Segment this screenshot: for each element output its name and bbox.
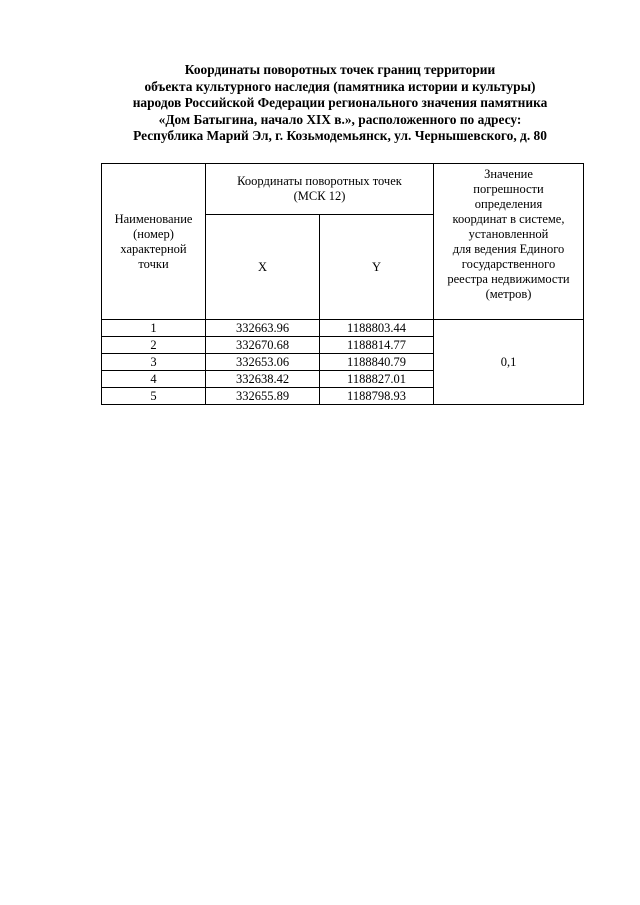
x-cell: 332655.89 xyxy=(206,388,320,405)
title-line: объекта культурного наследия (памятника истории и культуры) xyxy=(144,78,536,94)
header-text: установленной xyxy=(468,227,549,241)
header-text: координат в системе, xyxy=(452,212,565,226)
x-column-header: X xyxy=(206,215,320,320)
point-id-cell: 3 xyxy=(102,354,206,371)
y-cell: 1188803.44 xyxy=(320,320,434,337)
header-text: Координаты поворотных точек xyxy=(237,174,402,188)
header-text: точки xyxy=(138,256,169,271)
title-line: «Дом Батыгина, начало XIX в.», расположенного по адресу: xyxy=(158,111,522,127)
header-text: государственного xyxy=(461,257,556,271)
header-text: погрешности xyxy=(473,182,544,196)
point-name-header xyxy=(102,164,206,320)
header-text: (номер) xyxy=(133,226,174,241)
header-text: характерной xyxy=(120,241,187,256)
x-cell: 332663.96 xyxy=(206,320,320,337)
header-text: определения xyxy=(474,197,543,211)
y-cell: 1188798.93 xyxy=(320,388,434,405)
accuracy-header xyxy=(434,164,584,320)
header-text: Наименование xyxy=(114,211,193,226)
point-id-cell: 4 xyxy=(102,371,206,388)
coordinates-table xyxy=(101,163,584,405)
coordinates-group-header xyxy=(206,164,434,215)
accuracy-value-cell: 0,1 xyxy=(434,320,584,405)
point-id-cell: 2 xyxy=(102,337,206,354)
table-header-row xyxy=(102,164,584,215)
x-cell: 332670.68 xyxy=(206,337,320,354)
header-text: (метров) xyxy=(485,287,532,301)
x-cell: 332653.06 xyxy=(206,354,320,371)
y-cell: 1188827.01 xyxy=(320,371,434,388)
header-text: для ведения Единого xyxy=(452,242,565,256)
document-title xyxy=(90,62,590,145)
y-cell: 1188814.77 xyxy=(320,337,434,354)
y-column-header: Y xyxy=(320,215,434,320)
header-text: реестра недвижимости xyxy=(447,272,570,286)
point-id-cell: 5 xyxy=(102,388,206,405)
title-line: Координаты поворотных точек границ территории xyxy=(184,62,496,77)
point-id-cell: 1 xyxy=(102,320,206,337)
y-cell: 1188840.79 xyxy=(320,354,434,371)
header-text: Значение xyxy=(484,167,533,181)
title-line: Республика Марий Эл, г. Козьмодемьянск, ул. Чернышевского, д. 80 xyxy=(133,128,547,143)
x-cell: 332638.42 xyxy=(206,371,320,388)
table-row xyxy=(102,320,584,337)
header-text: (МСК 12) xyxy=(293,189,346,203)
title-line: народов Российской Федерации регионального значения памятника xyxy=(132,95,548,110)
